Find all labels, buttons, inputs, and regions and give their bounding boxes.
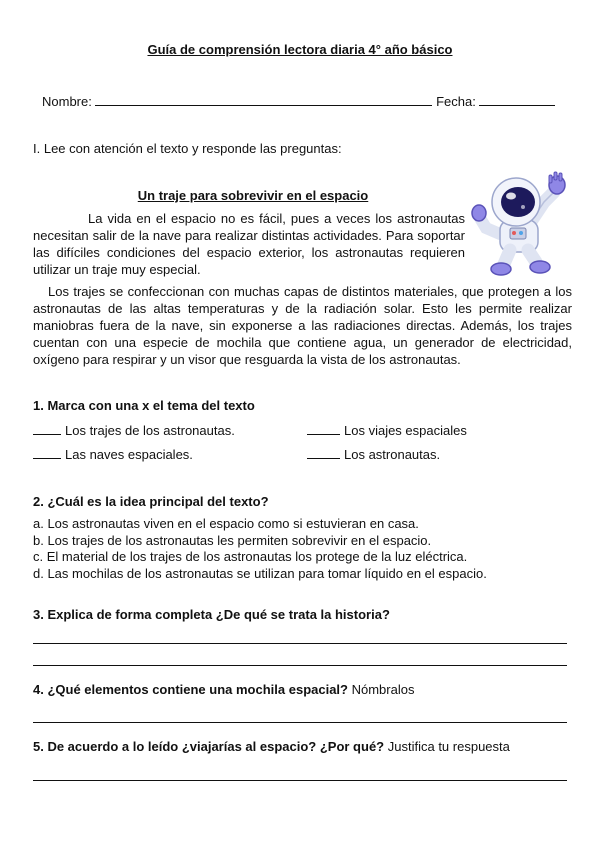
question-4-suffix: Nómbralos <box>351 682 415 697</box>
question-5-text: 5. De acuerdo a lo leído ¿viajarías al espacio? ¿Por qué? <box>33 739 385 754</box>
story-paragraph-2: Los trajes se confeccionan con muchas capas de distintos materiales, que protegen a los astronautas de las altas temperaturas y de la radiación solar. Esto les permite realizar maniobras fuera de la nave, sin exponerse a las radiaciones directas. Además, los trajes cuentan con una especie de mochila que contiene agua, un generador de electricidad, oxígeno para respirar y un visor que resguarda la vista de los astronautas. <box>33 284 572 367</box>
name-date-row <box>42 92 555 109</box>
q3-answer-line-2[interactable] <box>33 665 567 666</box>
astronaut-icon <box>470 168 576 276</box>
q1-option-3-blank[interactable] <box>33 446 61 459</box>
story-title: Un traje para sobrevivir en el espacio <box>137 188 369 203</box>
q2-options <box>33 516 487 582</box>
question-4-text: 4. ¿Qué elementos contiene una mochila espacial? <box>33 682 348 697</box>
q2-option-d[interactable]: d. Las mochilas de los astronautas se utilizan para tomar líquido en el espacio. <box>33 565 487 581</box>
q1-option-2-label: Los viajes espaciales <box>344 423 467 438</box>
q1-option-4-blank[interactable] <box>307 446 340 459</box>
name-label: Nombre: <box>42 94 92 109</box>
q1-option-1-label: Los trajes de los astronautas. <box>65 423 235 438</box>
worksheet-title: Guía de comprensión lectora diaria 4° año básico <box>147 42 453 57</box>
q5-answer-line[interactable] <box>33 780 567 781</box>
q2-option-b[interactable]: b. Los trajes de los astronautas les permiten sobrevivir en el espacio. <box>33 532 432 548</box>
question-2: 2. ¿Cuál es la idea principal del texto? <box>33 494 269 509</box>
q1-option-2[interactable] <box>307 422 467 438</box>
q1-option-4[interactable] <box>307 446 440 462</box>
q2-option-a[interactable]: a. Los astronautas viven en el espacio como si estuvieran en casa. <box>33 516 419 531</box>
question-5 <box>33 739 510 754</box>
q1-option-3[interactable] <box>33 446 193 462</box>
q4-answer-line[interactable] <box>33 722 567 723</box>
q1-option-3-label: Las naves espaciales. <box>65 447 193 462</box>
instruction-text: I. Lee con atención el texto y responde las preguntas: <box>33 141 342 156</box>
date-label: Fecha: <box>436 94 476 109</box>
q2-option-c[interactable]: c. El material de los trajes de los astronautas los protege de la luz eléctrica. <box>33 549 468 564</box>
date-field[interactable] <box>479 92 555 106</box>
q1-option-2-blank[interactable] <box>307 422 340 435</box>
question-1: 1. Marca con una x el tema del texto <box>33 398 255 413</box>
q1-option-4-label: Los astronautas. <box>344 447 441 462</box>
name-field[interactable] <box>95 92 432 106</box>
q3-answer-line-1[interactable] <box>33 643 567 644</box>
question-3: 3. Explica de forma completa ¿De qué se trata la historia? <box>33 607 390 622</box>
story-paragraph-1: La vida en el espacio no es fácil, pues a veces los astronautas necesitan salir de la nave para realizar distintas actividades. Para soportar las difíciles condiciones del espacio exterior, los astronautas requieren utilizar un traje muy especial. <box>33 211 465 277</box>
question-4 <box>33 682 414 697</box>
question-5-suffix: Justifica tu respuesta <box>387 739 510 754</box>
q1-option-1-blank[interactable] <box>33 422 61 435</box>
q1-option-1[interactable] <box>33 422 235 438</box>
